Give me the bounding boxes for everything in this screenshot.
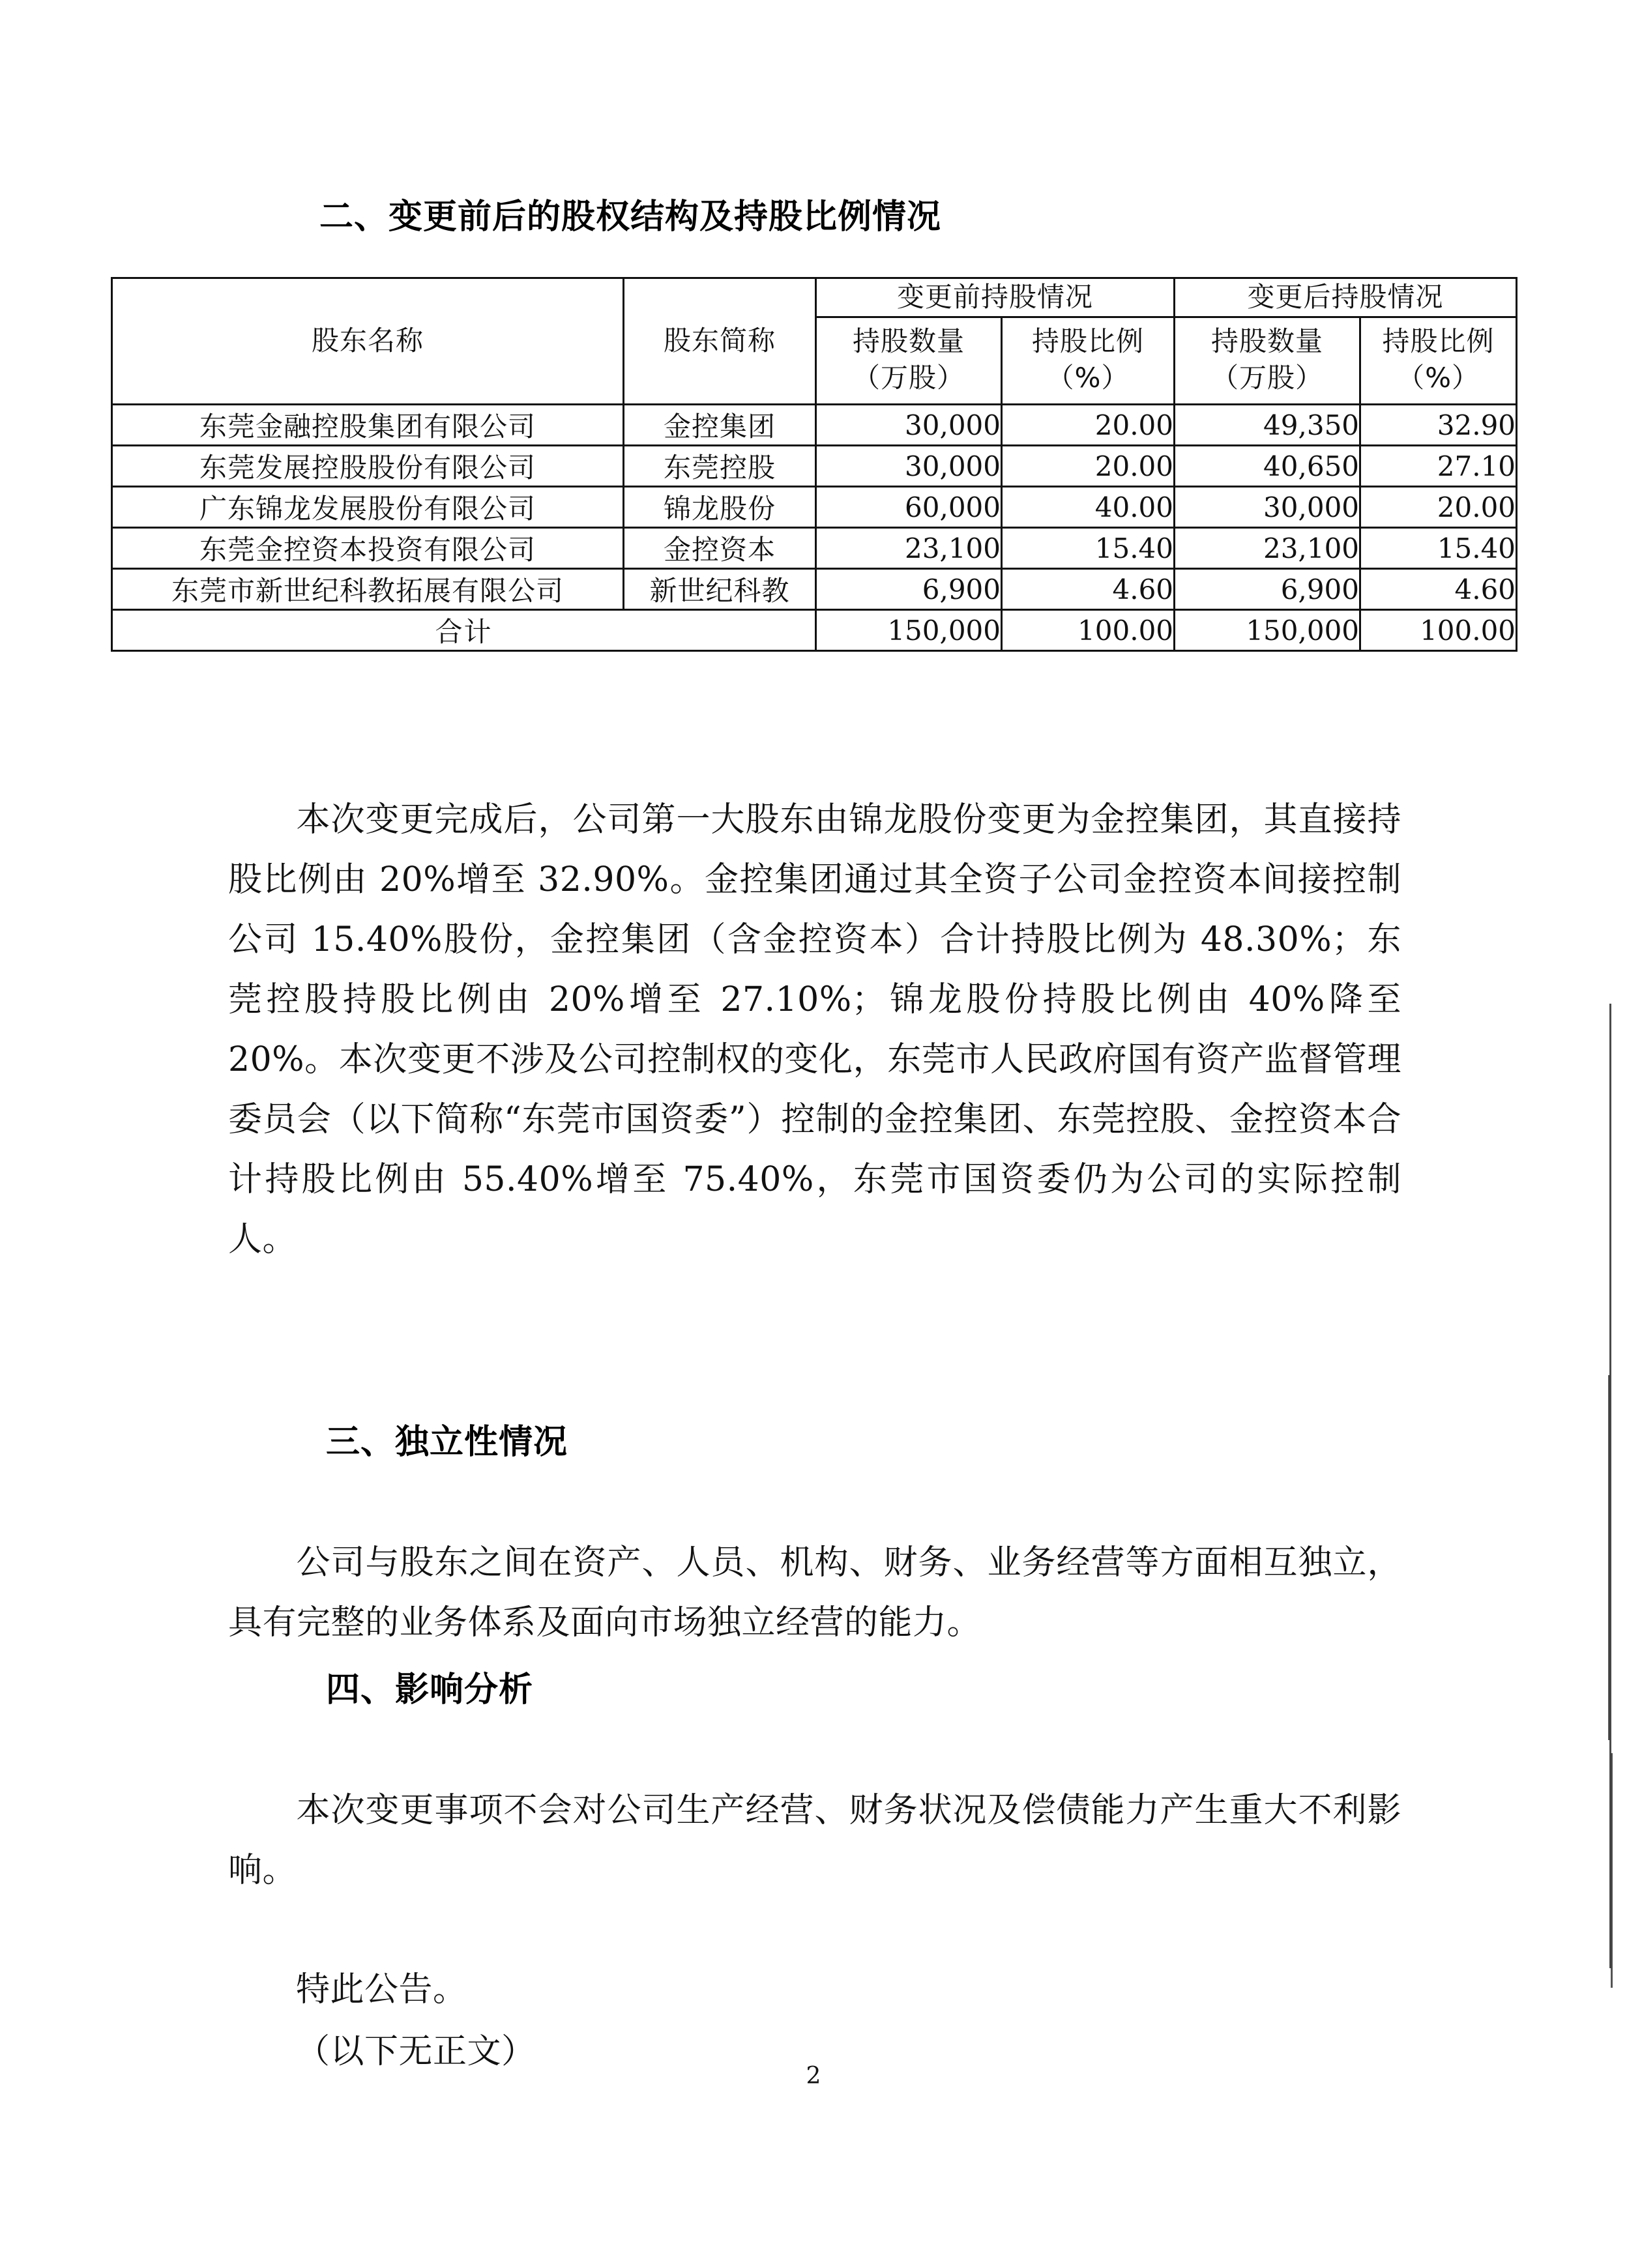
paragraph-change-summary: [228, 790, 1401, 1270]
cell-ratio-after: 32.90: [1360, 405, 1517, 446]
header-before-change: 变更前持股情况: [816, 278, 1175, 317]
header-shareholder-short: 股东简称: [624, 278, 816, 405]
header-ratio-before-line1: 持股比例: [1032, 325, 1145, 357]
cell-ratio-before: 15.40: [1002, 528, 1175, 569]
cell-ratio-after: 27.10: [1360, 446, 1517, 487]
cell-shares-after: 23,100: [1175, 528, 1360, 569]
cell-total-ratio-before: 100.00: [1002, 610, 1175, 651]
header-after-change: 变更后持股情况: [1175, 278, 1517, 317]
cell-shares-before: 30,000: [816, 446, 1002, 487]
cell-ratio-after: 20.00: [1360, 487, 1517, 528]
table-row: [112, 528, 1517, 569]
cell-total-shares-before: 150,000: [816, 610, 1002, 651]
cell-shares-before: 23,100: [816, 528, 1002, 569]
header-shares-after: [1175, 317, 1360, 404]
cell-shareholder-short: 锦龙股份: [624, 487, 816, 528]
table-header: [112, 278, 1517, 405]
page-number: 2: [806, 2063, 821, 2089]
cell-ratio-after: 15.40: [1360, 528, 1517, 569]
table-total-row: [112, 610, 1517, 651]
cell-shareholder-name: 东莞发展控股股份有限公司: [112, 446, 624, 487]
header-shares-after-line1: 持股数量: [1211, 325, 1324, 357]
header-ratio-after-line1: 持股比例: [1382, 325, 1495, 357]
paragraph-independence-text: 公司与股东之间在资产、人员、机构、财务、业务经营等方面相互独立，具有完整的业务体系及面向市场独立经营的能力。: [228, 1543, 1401, 1642]
cell-shareholder-name: 东莞金融控股集团有限公司: [112, 405, 624, 446]
cell-shares-after: 49,350: [1175, 405, 1360, 446]
header-shares-before-line1: 持股数量: [852, 325, 965, 357]
cell-shareholder-name: 东莞市新世纪科教拓展有限公司: [112, 569, 624, 610]
cell-shares-before: 6,900: [816, 569, 1002, 610]
header-shares-after-line2: （万股）: [1211, 362, 1324, 394]
header-ratio-before-line2: （%）: [1046, 362, 1130, 394]
header-ratio-after: [1360, 317, 1517, 404]
header-ratio-before: [1002, 317, 1175, 404]
header-ratio-after-line2: （%）: [1397, 362, 1480, 394]
cell-ratio-before: 20.00: [1002, 405, 1175, 446]
cell-shareholder-short: 东莞控股: [624, 446, 816, 487]
header-shares-before-line2: （万股）: [852, 362, 965, 394]
equity-structure-table: [111, 277, 1517, 652]
paragraph-impact-analysis-text: 本次变更事项不会对公司生产经营、财务状况及偿债能力产生重大不利影响。: [228, 1791, 1401, 1890]
cell-shares-after: 6,900: [1175, 569, 1360, 610]
paragraph-announcement-closing: [228, 1960, 1401, 2020]
cell-shareholder-short: 金控集团: [624, 405, 816, 446]
cell-total-shares-after: 150,000: [1175, 610, 1360, 651]
scan-edge-artifact-segment-3: [1611, 1753, 1613, 1988]
cell-ratio-before: 20.00: [1002, 446, 1175, 487]
cell-ratio-before: 4.60: [1002, 569, 1175, 610]
paragraph-announcement-closing-text: 特此公告。: [296, 1970, 467, 2009]
table-body: [112, 405, 1517, 651]
cell-shareholder-short: 新世纪科教: [624, 569, 816, 610]
cell-shares-before: 30,000: [816, 405, 1002, 446]
table-header-row-group: [112, 278, 1517, 317]
paragraph-no-text-below-text: （以下无正文）: [296, 2032, 536, 2071]
paragraph-impact-analysis: [228, 1781, 1401, 1900]
cell-total-label: 合计: [112, 610, 816, 651]
scan-edge-artifact-segment-2: [1608, 1375, 1610, 1740]
section-heading-two: 二、变更前后的股权结构及持股比例情况: [319, 197, 942, 237]
cell-shareholder-name: 东莞金控资本投资有限公司: [112, 528, 624, 569]
table-row: [112, 487, 1517, 528]
section-heading-four: 四、影响分析: [326, 1670, 534, 1709]
table-row: [112, 569, 1517, 610]
cell-shares-after: 40,650: [1175, 446, 1360, 487]
paragraph-change-summary-text: 本次变更完成后，公司第一大股东由锦龙股份变更为金控集团，其直接持股比例由 20%增至 32.90%。金控集团通过其全资子公司金控资本间接控制公司 15.40%股份，金控集团（含金控资本）合计持股比例为 48.30%；东莞控股持股比例由 20%增至 27.10%；锦龙股份持股比例由 40%降至 20%。本次变更不涉及公司控制权的变化，东莞市人民政府国有资产监督管理委员会（以下简称“东莞市国资委”）控制的金控集团、东莞控股、金控资本合计持股比例由 55.40%增至 75.40%，东莞市国资委仍为公司的实际控制人。: [228, 800, 1401, 1259]
paragraph-independence: [228, 1533, 1401, 1653]
table-row: [112, 405, 1517, 446]
cell-ratio-after: 4.60: [1360, 569, 1517, 610]
section-heading-three: 三、独立性情况: [326, 1423, 568, 1462]
cell-shareholder-name: 广东锦龙发展股份有限公司: [112, 487, 624, 528]
cell-shares-before: 60,000: [816, 487, 1002, 528]
table-row: [112, 446, 1517, 487]
header-shares-before: [816, 317, 1002, 404]
cell-ratio-before: 40.00: [1002, 487, 1175, 528]
header-shareholder-name: 股东名称: [112, 278, 624, 405]
cell-shareholder-short: 金控资本: [624, 528, 816, 569]
cell-total-ratio-after: 100.00: [1360, 610, 1517, 651]
cell-shares-after: 30,000: [1175, 487, 1360, 528]
